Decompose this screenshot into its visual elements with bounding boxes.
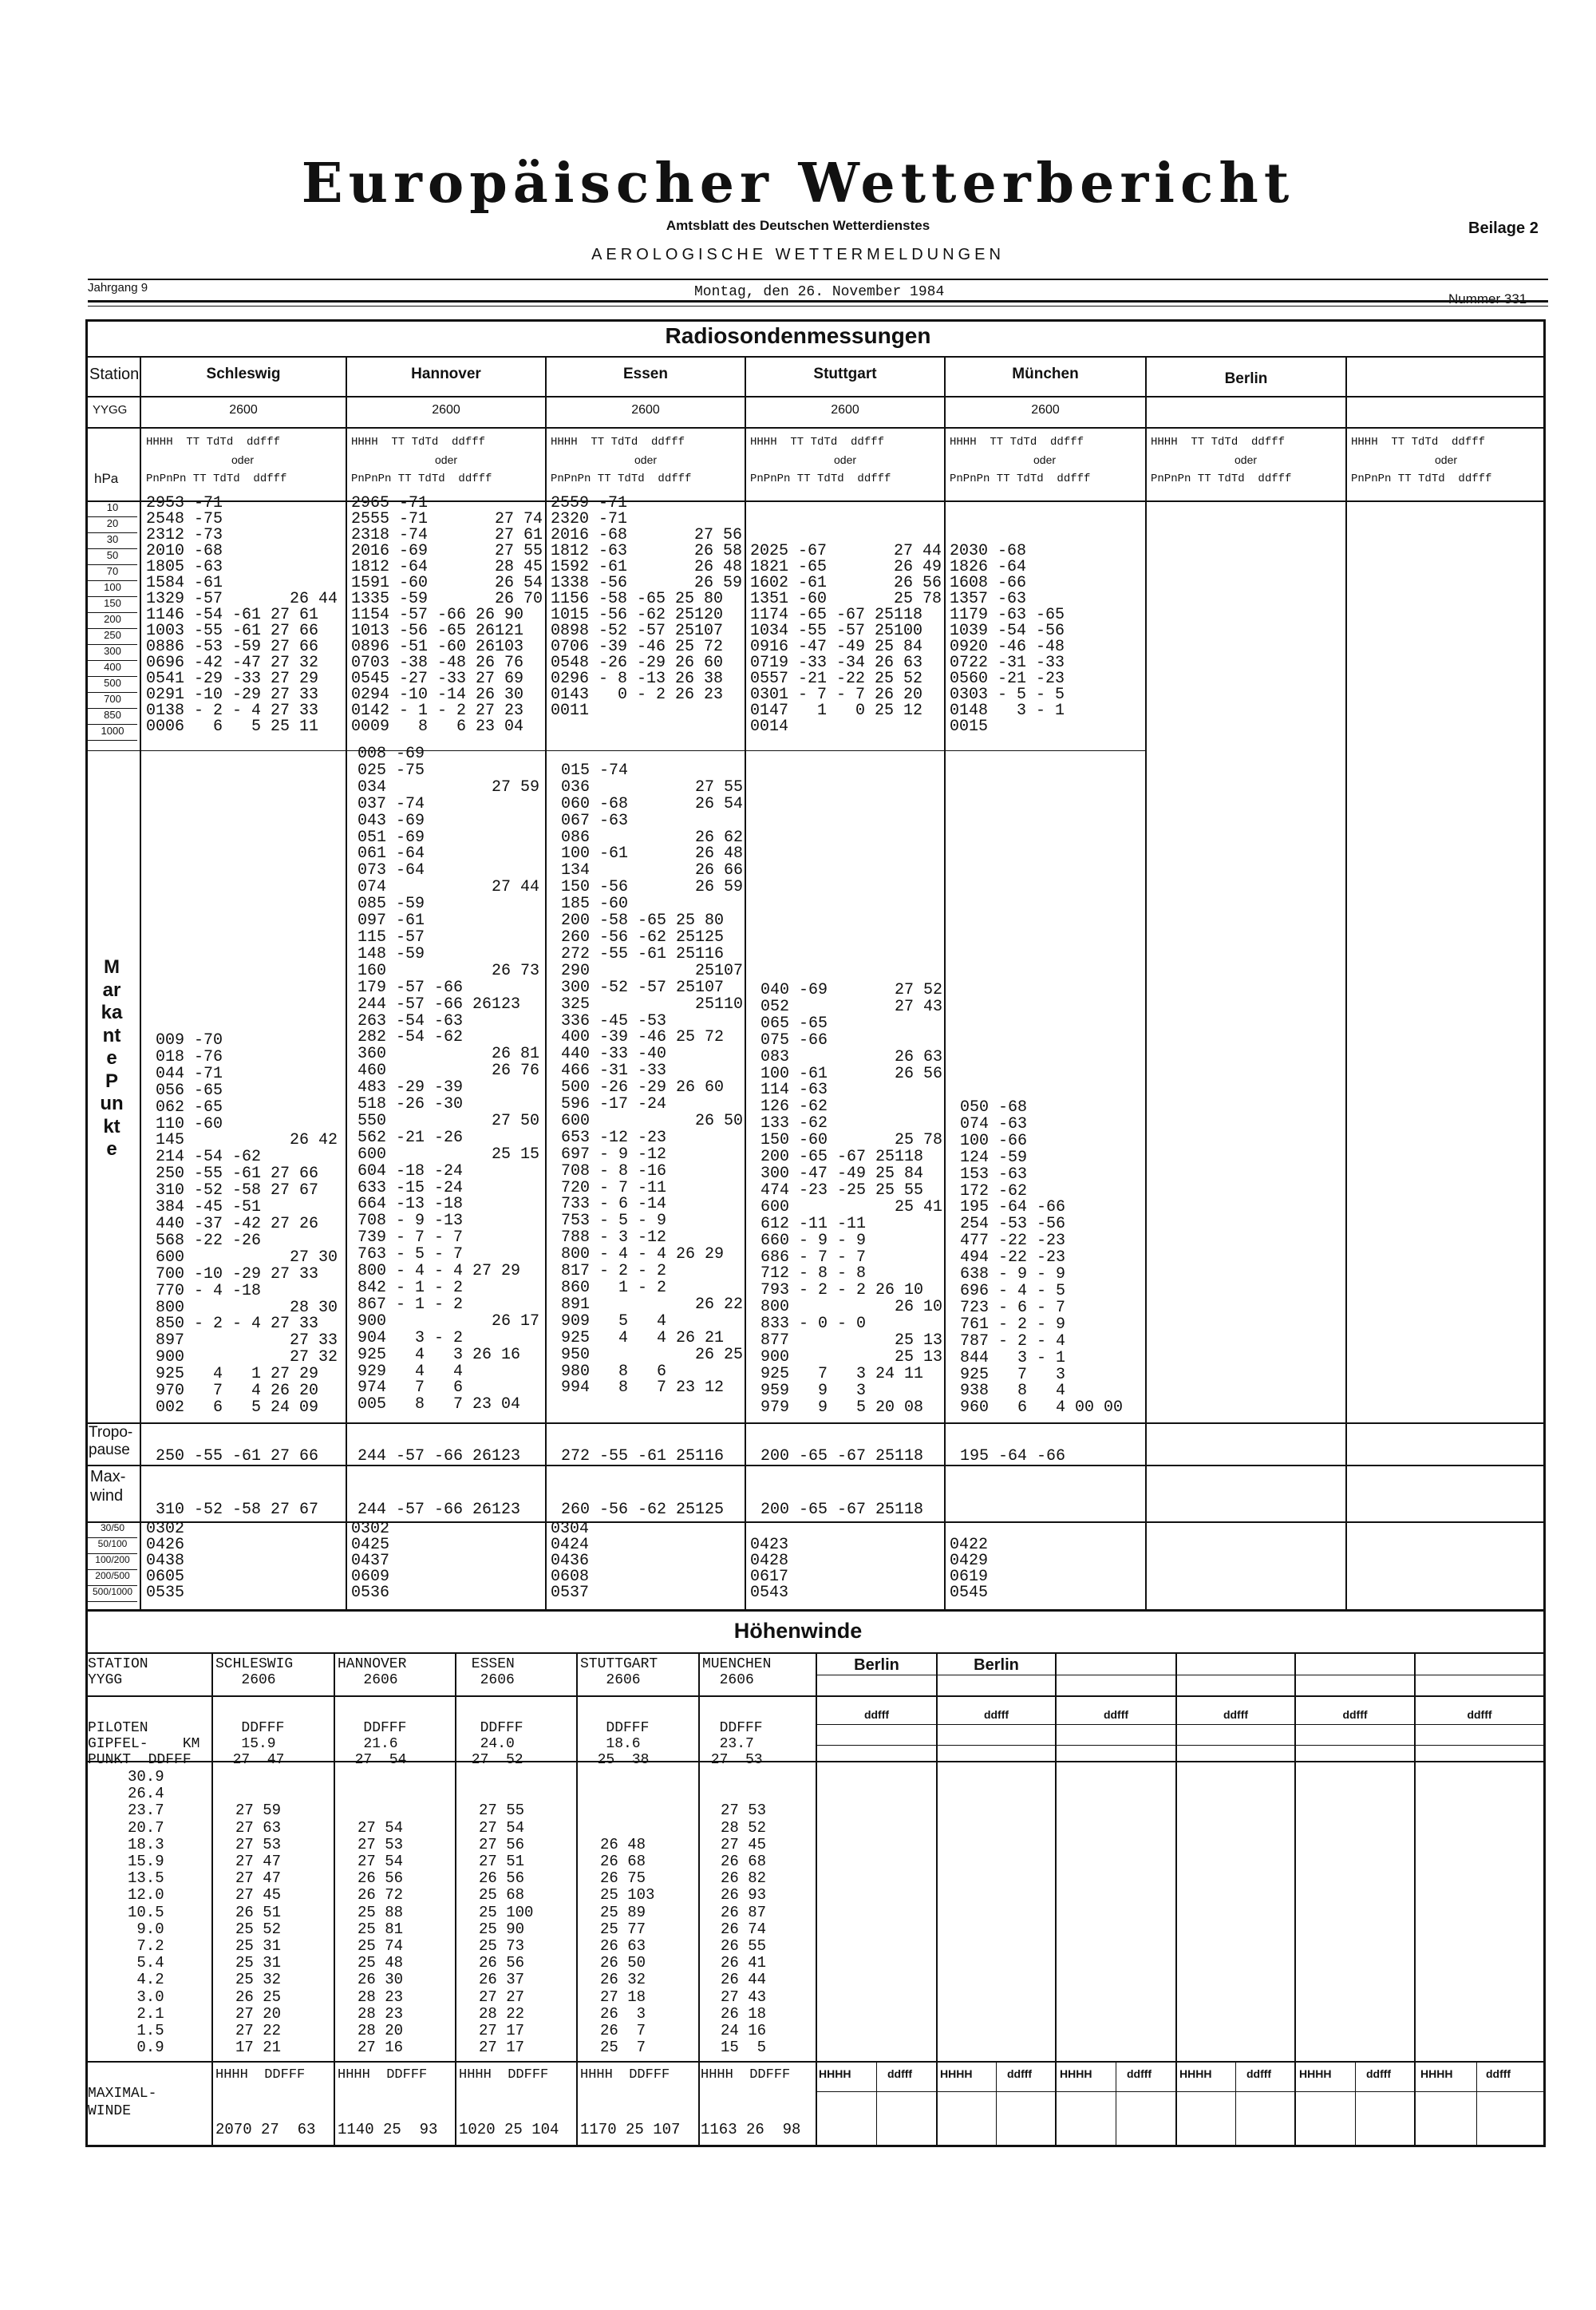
col-divider (816, 1652, 817, 2147)
ddfff-header: ddfff (1223, 1708, 1249, 1721)
shear-label-cell: 100/200 (88, 1554, 137, 1570)
hoehen-station-muenchen: MUENCHEN 2606 DDFFF 23.7 27 53 (702, 1656, 772, 1768)
extra-ddfff-header: ddfff (1486, 2067, 1511, 2080)
significant-points-muenchen: 050 -68 074 -63 100 -66 124 -59 153 -63 172 -62 195 -64 -66 254 -53 -56 477 -22 -23 494 -22 -23 638 - 9 - 9 696 - 4 - 5 723 - 6 - 7 761 - 2 - 9 787 - 2 - 4 844 3 - 1 925 7 3 938 8 4 960 6 4 00 00 (960, 1098, 1124, 1418)
yygg-value: 2600 (631, 403, 660, 417)
extra-ddfff-header: ddfff (1007, 2067, 1033, 2080)
maximal-header: HHHH DDFFF (215, 2067, 306, 2083)
hoehen-extra-station: Berlin (974, 1656, 1019, 1674)
yygg-value: 2600 (831, 403, 859, 417)
extra-ddfff-header: ddfff (1246, 2067, 1272, 2080)
col-divider (455, 1652, 456, 2147)
rule (85, 396, 1546, 398)
shear-values-schleswig: 0302 0426 0438 0605 0535 (146, 1520, 185, 1602)
extra-hhhh-header: HHHH (940, 2067, 973, 2080)
col-header-line1: HHHH TT TdTd ddfff (351, 436, 486, 449)
tropopause-value: 244 -57 -66 26123 (358, 1447, 521, 1466)
tropopause-value: 200 -65 -67 25118 (760, 1447, 924, 1466)
yygg-value: 2600 (229, 403, 258, 417)
col-header-oder: oder (1235, 453, 1258, 466)
level-cell: 200 (88, 613, 137, 629)
hoehenwinde-section-title: Höhenwinde (733, 1619, 863, 1643)
maximal-winde-label: MAXIMAL- WINDE (88, 2086, 157, 2119)
standard-levels-schleswig: 2953 -71 2548 -75 2312 -73 2010 -68 1805 -63 1584 -61 1329 -57 26 44 1146 -54 -61 27 61 1003 -55 -61 27 66 0886 -53 -59 27 66 0696 -42 -47 27 32 0541 -29 -33 27 29 0291 -10 -29 27 33 0138 - 2 - 4 27 33 0006 6 5 25 11 (146, 494, 338, 736)
rule (85, 427, 1546, 429)
col-header-line1: HHHH TT TdTd ddfff (551, 436, 685, 449)
maximal-header: HHHH DDFFF (701, 2067, 791, 2083)
col-divider (1414, 1652, 1416, 2147)
series-title: AEROLOGISCHE WETTERMELDUNGEN (591, 246, 1005, 263)
col-header-line2: PnPnPn TT TdTd ddfff (950, 473, 1091, 485)
col-header-line1: HHHH TT TdTd ddfff (146, 436, 281, 449)
level-cell: 50 (88, 549, 137, 565)
hoehen-station-stuttgart: STUTTGART 2606 DDFFF 18.6 25 38 (580, 1656, 658, 1768)
rule (816, 2091, 1546, 2092)
ddfff-header: ddfff (1103, 1708, 1129, 1721)
masthead-rule-top (88, 279, 1548, 280)
hoehen-station-schleswig: SCHLESWIG 2606 DDFFF 15.9 27 47 (215, 1656, 294, 1768)
winds-essen: 27 55 27 54 27 56 27 51 26 56 25 68 25 100 25 90 25 73 26 56 26 37 27 27 28 22 27 17 27 17 (479, 1802, 534, 2057)
extra-ddfff-header: ddfff (1127, 2067, 1152, 2080)
shear-label-cell: 200/500 (88, 1570, 137, 1586)
maximal-wind-muenchen: 1163 26 98 (701, 2121, 801, 2138)
extra-ddfff-header: ddfff (887, 2067, 913, 2080)
significant-points-essen: 015 -74 036 27 55 060 -68 26 54 067 -63 086 26 62 100 -61 26 48 134 26 66 150 -56 26 59 185 -60 200 -58 -65 25 80 260 -56 -62 25125 272 -55 -61 25116 290 25107 300 -52 -57 25107 325 25110 336 -45 -53 400 -39 -46 25 72 440 -33 -40 466 -31 -33 500 -26 -29 26 60 596 -17 -24 600 26 50 653 -12 -23 697 - 9 -12 708 - 8 -16 720 - 7 -11 733 - 6 -14 753 - 5 - 9 788 - 3 -12 800 - 4 - 4 26 29 817 - 2 - 2 860 1 - 2 891 26 22 909 5 4 925 4 4 26 21 950 26 25 980 8 6 994 8 7 23 12 (561, 761, 744, 1398)
rule (85, 1422, 1546, 1424)
shear-values-stuttgart: 0423 0428 0617 0543 (750, 1536, 789, 1602)
shear-values-essen: 0304 0424 0436 0608 0537 (551, 1520, 590, 1602)
winds-stuttgart: 26 48 26 68 26 75 25 103 25 89 25 77 26 63 26 50 26 32 27 18 26 3 26 7 25 7 (600, 1835, 655, 2057)
level-cell: 100 (88, 581, 137, 597)
col-header-line1: HHHH TT TdTd ddfff (750, 436, 885, 449)
masthead-rule-bottom (88, 300, 1548, 303)
issue-date: Montag, den 26. November 1984 (694, 284, 945, 300)
tropopause-label: Tropo- pause (89, 1424, 133, 1458)
shear-label-cell: 50/100 (88, 1538, 137, 1554)
col-header-oder: oder (634, 453, 658, 466)
winds-schleswig: 27 59 27 63 27 53 27 47 27 47 27 45 26 51 25 52 25 31 25 31 25 32 26 25 27 20 27 22 17 21 (235, 1802, 282, 2057)
col-header-line2: PnPnPn TT TdTd ddfff (551, 473, 692, 485)
col-divider (346, 356, 347, 1609)
col-header-oder: oder (834, 453, 857, 466)
col-divider (996, 2061, 997, 2147)
col-divider (1235, 2061, 1236, 2147)
ddfff-header: ddfff (983, 1708, 1009, 1721)
col-divider (140, 356, 141, 1609)
standard-levels-stuttgart: 2025 -67 27 44 1821 -65 26 49 1602 -61 26 56 1351 -60 25 78 1174 -65 -67 25118 1034 -55 -57 25100 0916 -47 -49 25 84 0719 -33 -34 26 63 0557 -21 -22 25 52 0301 - 7 - 7 26 20 0147 1 0 25 12 0014 (750, 542, 942, 736)
hoehen-station-hannover: HANNOVER 2606 DDFFF 21.6 27 54 (338, 1656, 407, 1768)
col-header-oder: oder (231, 453, 255, 466)
ddfff-header: ddfff (863, 1708, 890, 1721)
rule (85, 2061, 1546, 2063)
standard-levels-muenchen: 2030 -68 1826 -64 1608 -66 1357 -63 1179 -63 -65 1039 -54 -56 0920 -46 -48 0722 -31 -33 0560 -21 -23 0303 - 5 - 5 0148 3 - 1 0015 (950, 542, 1065, 736)
level-cell: 250 (88, 629, 137, 645)
hoehen-extra-station: Berlin (854, 1656, 899, 1674)
col-divider (1175, 1652, 1177, 2147)
newspaper-title: Europäischer Wetterbericht (301, 152, 1295, 216)
volume-label: Jahrgang 9 (88, 281, 148, 295)
col-divider (545, 356, 547, 1609)
masthead-rule-thin (88, 306, 1548, 307)
station-name-hannover: Hannover (411, 366, 481, 382)
maximal-wind-schleswig: 2070 27 63 (215, 2121, 316, 2138)
maximal-header: HHHH DDFFF (338, 2067, 428, 2083)
maximal-wind-hannover: 1140 25 93 (338, 2121, 438, 2138)
col-header-line1: HHHH TT TdTd ddfff (1351, 436, 1486, 449)
col-divider (334, 1652, 335, 2147)
extra-hhhh-header: HHHH (1179, 2067, 1212, 2080)
tropopause-value: 250 -55 -61 27 66 (156, 1447, 319, 1466)
winds-muenchen: 27 53 28 52 27 45 26 68 26 82 26 93 26 87 26 74 26 55 26 41 26 44 27 43 26 18 24 16 15 5 (721, 1802, 767, 2057)
level-cell: 500 (88, 677, 137, 693)
hoehen-label-block: STATION YYGG PILOTEN GIPFEL- KM PUNKT DDFFF (88, 1656, 200, 1768)
maxwind-value: 200 -65 -67 25118 (760, 1501, 924, 1519)
altitude-km-column: 30.9 26.4 23.7 20.7 18.3 15.9 13.5 12.0 10.5 9.0 7.2 5.4 4.2 3.0 2.1 1.5 0.9 (128, 1768, 164, 2057)
col-divider (944, 356, 946, 1609)
col-divider (211, 1652, 213, 2147)
shear-labels (88, 1522, 137, 1602)
significant-points-hannover: 008 -69 025 -75 034 27 59 037 -74 043 -69 051 -69 061 -64 073 -64 074 27 44 085 -59 097 -61 115 -57 148 -59 160 26 73 179 -57 -66 244 -57 -66 26123 263 -54 -63 282 -54 -62 360 26 81 460 26 76 483 -29 -39 518 -26 -30 550 27 50 562 -21 -26 600 25 15 604 -18 -24 633 -15 -24 664 -13 -18 708 - 9 -13 739 - 7 - 7 763 - 5 - 7 800 - 4 - 4 27 29 842 - 1 - 2 867 - 1 - 2 900 26 17 904 3 - 2 925 4 3 26 16 929 4 4 974 7 6 005 8 7 23 04 (358, 745, 540, 1414)
col-divider (698, 1652, 700, 2147)
maxwind-value: 244 -57 -66 26123 (358, 1501, 521, 1519)
extra-hhhh-header: HHHH (1299, 2067, 1332, 2080)
col-header-line2: PnPnPn TT TdTd ddfff (1151, 473, 1292, 485)
col-divider (745, 356, 746, 1609)
level-cell: 30 (88, 533, 137, 549)
supplement-label: Beilage 2 (1468, 220, 1539, 237)
maximal-header: HHHH DDFFF (580, 2067, 670, 2083)
level-cell: 20 (88, 517, 137, 533)
level-cell: 10 (88, 501, 137, 517)
extra-hhhh-header: HHHH (1060, 2067, 1092, 2080)
shear-values-muenchen: 0422 0429 0619 0545 (950, 1536, 989, 1602)
shear-values-hannover: 0302 0425 0437 0609 0536 (351, 1520, 390, 1602)
section-rule (85, 1609, 1546, 1612)
tropopause-value: 195 -64 -66 (960, 1447, 1066, 1466)
yygg-value: 2600 (432, 403, 460, 417)
level-cell: 850 (88, 709, 137, 725)
extra-ddfff-header: ddfff (1366, 2067, 1392, 2080)
hpa-label: hPa (94, 471, 119, 486)
maxwind-value: 310 -52 -58 27 67 (156, 1501, 319, 1519)
pressure-levels (88, 501, 137, 741)
col-divider (576, 1652, 578, 2147)
level-cell: 400 (88, 661, 137, 677)
yygg-value: 2600 (1031, 403, 1060, 417)
col-header-oder: oder (1033, 453, 1057, 466)
maximal-wind-essen: 1020 25 104 (459, 2121, 559, 2138)
rule (85, 1521, 1546, 1523)
col-divider (1345, 356, 1347, 1609)
col-header-line1: HHHH TT TdTd ddfff (950, 436, 1084, 449)
col-header-line1: HHHH TT TdTd ddfff (1151, 436, 1286, 449)
level-cell: 70 (88, 565, 137, 581)
ddfff-header: ddfff (1467, 1708, 1492, 1721)
maximal-wind-stuttgart: 1170 25 107 (580, 2121, 681, 2138)
maximal-header: HHHH DDFFF (459, 2067, 549, 2083)
issue-number: Nummer 331 (1448, 291, 1527, 307)
station-name-schleswig: Schleswig (206, 366, 281, 382)
markante-punkte-label: Markante Punkte (100, 956, 124, 1160)
col-divider (936, 1652, 938, 2147)
rule (85, 356, 1546, 358)
col-divider (1294, 1652, 1296, 2147)
shear-label-cell: 500/1000 (88, 1586, 137, 1602)
maxwind-value: 260 -56 -62 25125 (561, 1501, 725, 1519)
rule (816, 1724, 1546, 1725)
winds-hannover: 27 54 27 53 27 54 26 56 26 72 25 88 25 81 25 74 25 48 26 30 28 23 28 23 28 20 27 16 (358, 1818, 404, 2057)
publisher-subtitle: Amtsblatt des Deutschen Wetterdienstes (666, 218, 930, 233)
station-label: Station (89, 366, 140, 383)
shear-label-cell: 30/50 (88, 1522, 137, 1538)
standard-levels-essen: 2559 -71 2320 -71 2016 -68 27 56 1812 -63 26 58 1592 -61 26 48 1338 -56 26 59 1156 -58 -65 25 80 1015 -56 -62 25120 0898 -52 -57 25107 0706 -39 -46 25 72 0548 -26 -29 26 60 0296 - 8 -13 26 38 0143 0 - 2 26 23 0011 (551, 494, 743, 720)
level-cell: 700 (88, 693, 137, 709)
station-name-berlin: Berlin (1224, 370, 1268, 387)
col-header-line2: PnPnPn TT TdTd ddfff (1351, 473, 1492, 485)
col-header-oder: oder (1435, 453, 1458, 466)
rule (816, 1745, 1546, 1746)
standard-levels-hannover: 2965 -71 2555 -71 27 74 2318 -74 27 61 2016 -69 27 55 1812 -64 28 45 1591 -60 26 54 1335 -59 26 70 1154 -57 -66 26 90 1013 -56 -65 26121 0896 -51 -60 26103 0703 -38 -48 26 76 0545 -27 -33 27 69 0294 -10 -14 26 30 0142 - 1 - 2 27 23 0009 8 6 23 04 (351, 494, 543, 736)
col-divider (1145, 356, 1147, 1609)
col-header-line2: PnPnPn TT TdTd ddfff (146, 473, 287, 485)
col-header-line2: PnPnPn TT TdTd ddfff (750, 473, 891, 485)
col-divider (1355, 2061, 1356, 2147)
ddfff-header: ddfff (1342, 1708, 1368, 1721)
level-cell: 300 (88, 645, 137, 661)
significant-points-stuttgart: 040 -69 27 52 052 27 43 065 -65 075 -66 083 26 63 100 -61 26 56 114 -63 126 -62 133 -62 150 -60 25 78 200 -65 -67 25118 300 -47 -49 25 84 474 -23 -25 25 55 600 25 41 612 -11 -11 660 - 9 - 9 686 - 7 - 7 712 - 8 - 8 793 - 2 - 2 26 10 800 26 10 833 - 0 - 0 877 25 13 900 25 13 925 7 3 24 11 959 9 3 979 9 5 20 08 (760, 981, 943, 1417)
rule (85, 1761, 1546, 1762)
maxwind-label: Max- wind (90, 1468, 126, 1505)
level-cell: 150 (88, 597, 137, 613)
rule (85, 1695, 1546, 1697)
extra-hhhh-header: HHHH (819, 2067, 851, 2080)
significant-points-schleswig: 009 -70 018 -76 044 -71 056 -65 062 -65 110 -60 145 26 42 214 -54 -62 250 -55 -61 27 66 310 -52 -58 27 67 384 -45 -51 440 -37 -42 27 26 568 -22 -26 600 27 30 700 -10 -29 27 33 770 - 4 -18 800 28 30 850 - 2 - 4 27 33 897 27 33 900 27 32 925 4 1 27 29 970 7 4 26 20 002 6 5 24 09 (156, 1031, 338, 1417)
hoehen-station-essen: ESSEN 2606 DDFFF 24.0 27 52 (471, 1656, 523, 1768)
col-header-line2: PnPnPn TT TdTd ddfff (351, 473, 492, 485)
level-cell: 1000 (88, 725, 137, 741)
col-divider (1476, 2061, 1477, 2147)
station-name-muenchen: München (1012, 366, 1079, 382)
radiosonde-section-title: Radiosondenmessungen (665, 323, 931, 348)
col-divider (1055, 1652, 1057, 2147)
tropopause-value: 272 -55 -61 25116 (561, 1447, 725, 1466)
station-name-essen: Essen (623, 366, 668, 382)
col-divider (876, 2061, 877, 2147)
station-name-stuttgart: Stuttgart (813, 366, 877, 382)
col-header-oder: oder (435, 453, 458, 466)
extra-hhhh-header: HHHH (1420, 2067, 1453, 2080)
yygg-label: YYGG (93, 403, 128, 417)
